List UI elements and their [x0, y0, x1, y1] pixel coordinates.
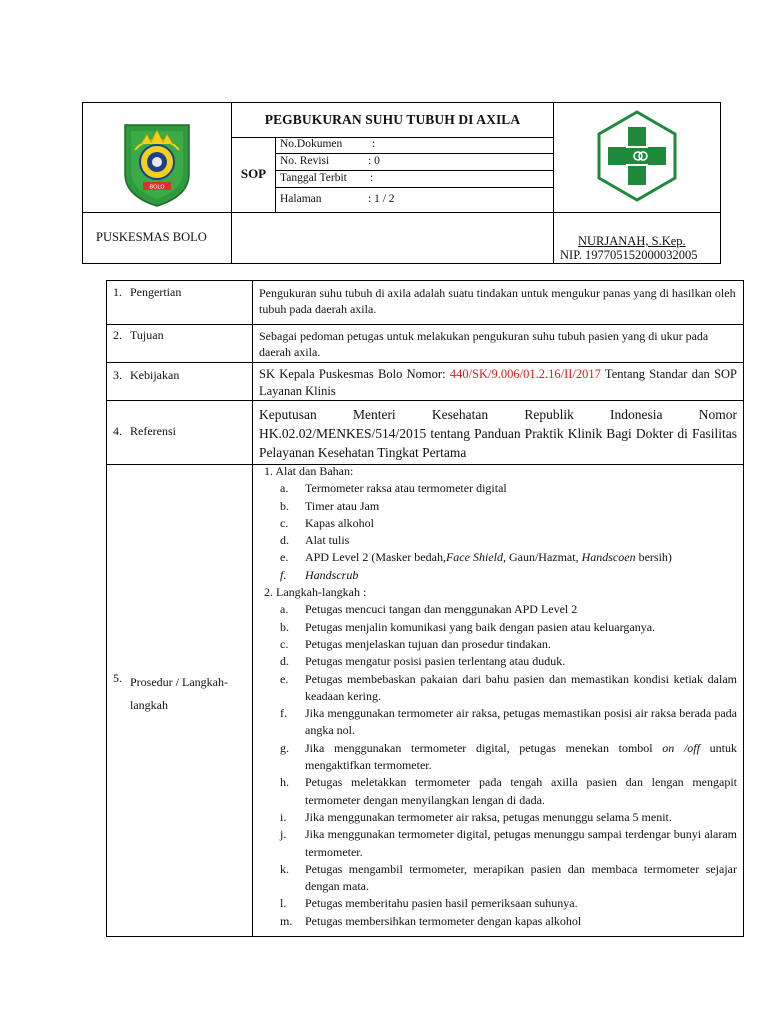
item-marker: d. [280, 533, 289, 548]
list-item [264, 636, 737, 653]
item-text: untuk mengaktifkan termometer. [305, 740, 737, 773]
list-item [264, 740, 737, 775]
puskesmas-cross-logo [596, 110, 678, 202]
row-number: 2. [113, 328, 122, 342]
item-text: Jika menggunakan termometer air raksa, petugas menunggu selama 5 menit. [305, 809, 672, 824]
organization-name: PUSKESMAS BOLO [96, 230, 207, 244]
divider [106, 400, 744, 401]
row-number: 4. [113, 424, 122, 438]
row-label-kebijakan: Kebijakan [130, 368, 180, 382]
item-text: Handscoen [581, 550, 636, 565]
row-label-pengertian: Pengertian [130, 285, 182, 299]
row-text-referensi: Keputusan Menteri Kesehatan Republik Indonesia Nomor HK.02.02/MENKES/514/2015 tentang Panduan Praktik Klinik Bagi Dokter di Fasilitas Pelayanan Kesehatan Tingkat Pertama [259, 407, 737, 460]
item-text: Face Shield [445, 550, 503, 565]
item-marker: c. [280, 636, 289, 651]
policy-text: Tentang Standar dan SOP Layanan Klinis [259, 367, 737, 398]
sop-label: SOP [240, 166, 267, 181]
row-number: 1. [113, 285, 122, 299]
divider [252, 280, 253, 937]
meta-label: Tanggal Terbit [280, 172, 347, 184]
item-marker: e. [280, 550, 289, 565]
list-item [264, 705, 737, 740]
meta-value: : 0 [368, 155, 380, 167]
item-text: Petugas memberitahu pasien hasil pemeriksaan suhunya. [305, 896, 578, 911]
row-text-tujuan: Sebagai pedoman petugas untuk melakukan pengukuran suhu tubuh pasien yang di ukur pada daerah axila. [259, 329, 709, 359]
meta-row-issue-date [276, 170, 553, 186]
policy-text: SK Kepala Puskesmas Bolo Nomor: [259, 367, 450, 381]
item-text: Termometer raksa atau termometer digital [305, 481, 507, 496]
meta-label: No.Dokumen [280, 138, 343, 150]
item-text: Petugas mencuci tangan dan menggunakan APD Level 2 [305, 602, 578, 617]
meta-label: Halaman [280, 193, 322, 205]
row-text-pengertian: Pengukuran suhu tubuh di axila adalah suatu tindakan untuk mengukur panas yang di hasilkan oleh tubuh pada daerah axila. [259, 286, 736, 316]
meta-value: : 1 / 2 [368, 193, 395, 205]
divider [106, 362, 744, 363]
item-marker: i. [280, 809, 287, 824]
item-text: , Gaun/Hazmat, [502, 550, 582, 565]
item-text: bersih) [635, 550, 672, 565]
item-marker: g. [280, 740, 289, 755]
item-marker: m. [280, 913, 293, 928]
item-text: APD Level 2 (Masker bedah, [305, 550, 446, 565]
list-item [264, 480, 737, 497]
meta-value: : [372, 138, 376, 150]
item-marker: a. [280, 481, 289, 496]
list-item [264, 498, 737, 515]
meta-label: No. Revisi [280, 155, 330, 167]
list-item [264, 774, 737, 809]
item-text: Petugas mengambil termometer, merapikan pasien dan membaca termometer sejajar dengan mata. [305, 861, 737, 894]
item-marker: k. [280, 861, 289, 876]
item-text: Petugas mengatur posisi pasien terlentang atau duduk. [305, 654, 566, 669]
item-marker: f. [280, 567, 287, 582]
list-item [264, 861, 737, 896]
item-marker: c. [280, 515, 289, 530]
meta-value: : [370, 172, 374, 184]
item-text: Kapas alkohol [305, 515, 374, 530]
item-text: Jika menggunakan termometer digital, petugas menekan tombol [305, 740, 663, 755]
signer-name: NURJANAH, S.Kep. [578, 234, 686, 248]
list-item [264, 826, 737, 861]
row-text-kebijakan [259, 366, 737, 400]
item-text: Handscrub [305, 567, 359, 582]
row-label-prosedur [130, 671, 228, 717]
list-item [264, 913, 737, 930]
row-label-tujuan: Tujuan [130, 328, 164, 342]
item-text: Petugas menjalin komunikasi yang baik dengan pasien atau keluarganya. [305, 619, 656, 634]
list-item [264, 515, 737, 532]
row-number: 3. [113, 368, 122, 382]
item-text: Petugas meletakkan termometer pada tengah axilla pasien dan lengan mengapit termometer dengan menyilangkan lengan di dada. [305, 775, 737, 807]
divider [553, 102, 554, 264]
section-heading: 2. Langkah-langkah : [264, 585, 367, 600]
item-marker: j. [280, 827, 287, 842]
row-number: 5. [113, 671, 122, 685]
policy-number: 440/SK/9.006/01.2.16/II/2017 [449, 367, 601, 381]
item-text: Petugas menjelaskan tujuan dan prosedur tindakan. [305, 636, 551, 651]
row-label-referensi: Referensi [130, 424, 176, 438]
meta-row-revision [276, 153, 553, 169]
item-marker: b. [280, 619, 289, 634]
item-text: Petugas membersihkan termometer dengan kapas alkohol [305, 913, 582, 928]
item-marker: l. [280, 896, 287, 911]
list-item [264, 895, 737, 912]
section-heading: 1. Alat dan Bahan: [264, 464, 354, 478]
divider [106, 324, 744, 325]
item-text: on /off [662, 740, 700, 755]
item-marker: h. [280, 775, 289, 790]
item-text: Jika menggunakan termometer digital, petugas menunggu sampai terdengar bunyi alaram termometer. [305, 827, 737, 859]
item-text: Timer atau Jam [305, 498, 380, 513]
list-item [264, 809, 737, 826]
item-marker: f. [280, 706, 287, 721]
item-text: Petugas membebaskan pakaian dari bahu pasien dan memastikan kondisi ketiak dalam keadaan kering. [305, 671, 737, 703]
item-marker: b. [280, 498, 289, 513]
divider [82, 212, 721, 213]
procedure-list [264, 463, 737, 930]
item-marker: d. [280, 654, 289, 669]
meta-row-document-number [276, 137, 553, 153]
list-item [264, 601, 737, 618]
signer-nip: NIP. 197705152000032005 [560, 248, 698, 262]
meta-row-page [276, 187, 553, 212]
document-title: PEGBUKURAN SUHU TUBUH DI AXILA [264, 112, 521, 127]
regency-emblem-logo [121, 122, 193, 208]
label-line: langkah [130, 698, 168, 712]
label-line: Prosedur / Langkah- [130, 675, 228, 689]
item-text: Jika menggunakan termometer air raksa, petugas memastikan posisi air raksa berada pada angka nol. [305, 706, 737, 738]
item-marker: e. [280, 671, 289, 686]
list-item [264, 567, 737, 584]
svg-text:BOLO: BOLO [149, 184, 165, 191]
list-item [264, 619, 737, 636]
list-item [264, 653, 737, 670]
list-item [264, 532, 737, 549]
item-marker: a. [280, 602, 289, 617]
item-text: Alat tulis [305, 533, 350, 548]
list-item [264, 549, 737, 566]
list-item [264, 671, 737, 706]
